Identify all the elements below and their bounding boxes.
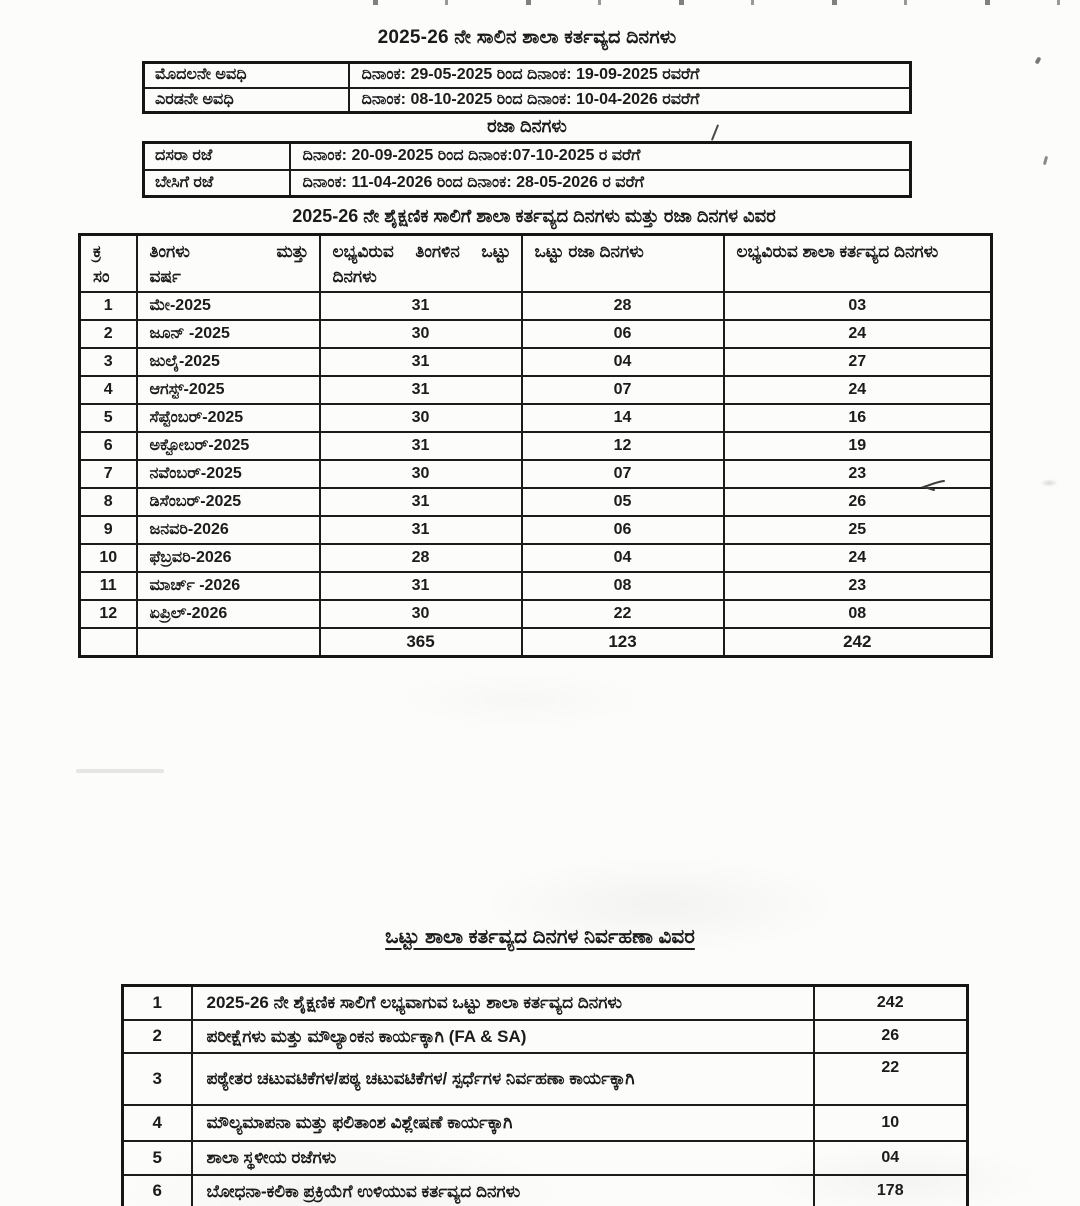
summary-value: 242	[814, 986, 968, 1020]
working-days: 08	[724, 600, 992, 628]
page-title: 2025-26 ನೇ ಸಾಲಿನ ಶಾಲಾ ಕರ್ತವ್ಯದ ದಿನಗಳು	[377, 27, 677, 48]
working-days: 23	[724, 460, 992, 488]
month-name: ಮೇ-2025	[137, 292, 320, 320]
header-month-year	[137, 235, 320, 292]
summary-description: 2025-26 ನೇ ಶೈಕ್ಷಣಿಕ ಸಾಲಿಗೆ ಲಭ್ಯವಾಗುವ ಒಟ್ಟು ಶಾಲಾ ಕರ್ತವ್ಯದ ದಿನಗಳು	[192, 986, 814, 1020]
months-table-title: 2025-26 ನೇ ಶೈಕ್ಷಣಿಕ ಸಾಲಿಗೆ ಶಾಲಾ ಕರ್ತವ್ಯದ ದಿನಗಳು ಮತ್ತು ರಜಾ ದಿನಗಳ ವಿವರ	[292, 206, 776, 226]
summary-value: 178	[814, 1175, 968, 1206]
month-name: ಆಗಸ್ಟ್-2025	[137, 376, 320, 404]
total-row-empty-cell	[137, 628, 320, 657]
table-row	[123, 986, 968, 1020]
table-row	[80, 348, 992, 376]
month-days: 30	[320, 320, 522, 348]
scan-artifact-pen-tick	[920, 478, 946, 494]
table-row	[80, 376, 992, 404]
header-month-word1: ತಿಂಗಳು	[149, 242, 190, 261]
sl-no: 11	[80, 572, 137, 600]
holiday-days: 07	[522, 376, 724, 404]
summary-sl-no: 4	[123, 1105, 192, 1141]
header-total-days: ಲಭ್ಯವಿರುವ ತಿಂಗಳಿನ ಒಟ್ಟು ದಿನಗಳು	[320, 235, 522, 292]
table-row	[144, 143, 911, 170]
holidays-heading: ರಜಾ ದಿನಗಳು	[487, 116, 567, 136]
summary-table	[121, 984, 969, 1206]
holiday-days: 14	[522, 404, 724, 432]
summary-description: ಮೌಲ್ಯಮಾಪನಾ ಮತ್ತು ಫಲಿತಾಂಶ ವಿಶ್ಲೇಷಣೆ ಕಾರ್ಯಕ್ಕಾಗಿ	[192, 1105, 814, 1141]
month-name: ನವೆಂಬರ್-2025	[137, 460, 320, 488]
summary-value: 10	[814, 1105, 968, 1141]
month-name: ಸೆಪ್ಟೆಂಬರ್-2025	[137, 404, 320, 432]
scan-artifact-dash	[76, 769, 164, 773]
holiday-2-label: ಬೇಸಿಗೆ ರಜೆ	[144, 170, 290, 197]
months-table-header-row	[80, 235, 992, 292]
table-row	[123, 1141, 968, 1175]
month-days: 30	[320, 460, 522, 488]
holiday-days: 12	[522, 432, 724, 460]
month-days: 31	[320, 572, 522, 600]
working-days: 24	[724, 320, 992, 348]
table-row	[80, 404, 992, 432]
scan-artifact-apostrophe	[1043, 156, 1048, 165]
working-days: 03	[724, 292, 992, 320]
month-days: 31	[320, 432, 522, 460]
header-sl-no	[80, 235, 137, 292]
summary-sl-no: 5	[123, 1141, 192, 1175]
summary-value: 04	[814, 1141, 968, 1175]
holiday-days: 28	[522, 292, 724, 320]
month-days: 28	[320, 544, 522, 572]
table-row	[80, 516, 992, 544]
holiday-days: 06	[522, 516, 724, 544]
holiday-days: 22	[522, 600, 724, 628]
sl-no: 1	[80, 292, 137, 320]
summary-sl-no: 3	[123, 1053, 192, 1105]
month-name: ಜೂನ್ -2025	[137, 320, 320, 348]
table-row	[80, 432, 992, 460]
table-row	[80, 544, 992, 572]
table-row	[80, 572, 992, 600]
month-name: ಏಪ್ರಿಲ್-2026	[137, 600, 320, 628]
summary-sl-no: 2	[123, 1020, 192, 1054]
summary-heading: ಒಟ್ಟು ಶಾಲಾ ಕರ್ತವ್ಯದ ದಿನಗಳ ನಿರ್ವಹಣಾ ವಿವರ	[385, 926, 695, 948]
holiday-days: 08	[522, 572, 724, 600]
total-working-days: 242	[724, 628, 992, 657]
month-days: 31	[320, 348, 522, 376]
sl-no: 8	[80, 488, 137, 516]
working-days: 16	[724, 404, 992, 432]
month-days: 30	[320, 600, 522, 628]
sl-no: 3	[80, 348, 137, 376]
month-days: 31	[320, 292, 522, 320]
scan-artifact-smudge	[1040, 479, 1058, 487]
header-sl-no-line2: ಸಂ	[93, 266, 110, 286]
summary-value: 22	[814, 1053, 968, 1105]
sl-no: 6	[80, 432, 137, 460]
sl-no: 7	[80, 460, 137, 488]
holiday-days: 04	[522, 544, 724, 572]
header-month-line2: ವರ್ಷ	[149, 266, 181, 286]
month-days: 30	[320, 404, 522, 432]
holiday-1-dates: ದಿನಾಂಕ: 20-09-2025 ರಿಂದ ದಿನಾಂಕ:07-10-2025 ರ ವರೆಗೆ	[290, 143, 911, 170]
summary-description: ಬೋಧನಾ-ಕಲಿಕಾ ಪ್ರಕ್ರಿಯೆಗೆ ಉಳಿಯುವ ಕರ್ತವ್ಯದ ದಿನಗಳು	[192, 1175, 814, 1206]
total-month-days: 365	[320, 628, 522, 657]
month-name: ಅಕ್ಟೋಬರ್-2025	[137, 432, 320, 460]
header-sl-no-line1: ಕ್ರ	[93, 242, 102, 261]
period-1-dates: ದಿನಾಂಕ: 29-05-2025 ರಿಂದ ದಿನಾಂಕ: 19-09-2025 ರವರೆಗೆ	[349, 63, 911, 88]
summary-value: 26	[814, 1020, 968, 1054]
working-days: 23	[724, 572, 992, 600]
working-days: 24	[724, 544, 992, 572]
table-row	[80, 292, 992, 320]
table-row	[80, 600, 992, 628]
working-days: 26	[724, 488, 992, 516]
working-days: 19	[724, 432, 992, 460]
holiday-days: 07	[522, 460, 724, 488]
month-name: ಮಾರ್ಚ್ -2026	[137, 572, 320, 600]
holidays-table	[142, 141, 912, 198]
summary-description: ಪಠ್ಯೇತರ ಚಟುವಟಿಕೆಗಳ/ಪಠ್ಯ ಚಟುವಟಿಕೆಗಳ/ ಸ್ಪರ್ಧೆಗಳ ನಿರ್ವಹಣಾ ಕಾರ್ಯಕ್ಕಾಗಿ	[192, 1053, 814, 1105]
sl-no: 9	[80, 516, 137, 544]
summary-sl-no: 1	[123, 986, 192, 1020]
working-days: 27	[724, 348, 992, 376]
holiday-days: 05	[522, 488, 724, 516]
total-row-empty-cell	[80, 628, 137, 657]
holiday-1-label: ದಸರಾ ರಜೆ	[144, 143, 290, 170]
summary-description: ಶಾಲಾ ಸ್ಥಳೀಯ ರಜೆಗಳು	[192, 1141, 814, 1175]
summary-sl-no: 6	[123, 1175, 192, 1206]
table-row	[80, 460, 992, 488]
working-days: 24	[724, 376, 992, 404]
months-table-total-row	[80, 628, 992, 657]
table-row	[123, 1175, 968, 1206]
month-name: ಜುಲೈ-2025	[137, 348, 320, 376]
table-row	[80, 488, 992, 516]
table-row	[144, 88, 911, 113]
table-row	[123, 1105, 968, 1141]
sl-no: 4	[80, 376, 137, 404]
header-total-holidays: ಒಟ್ಟು ರಜಾ ದಿನಗಳು	[522, 235, 724, 292]
holiday-2-dates: ದಿನಾಂಕ: 11-04-2026 ರಿಂದ ದಿನಾಂಕ: 28-05-2026 ರ ವರೆಗೆ	[290, 170, 911, 197]
header-working-days: ಲಭ್ಯವಿರುವ ಶಾಲಾ ಕರ್ತವ್ಯದ ದಿನಗಳು	[724, 235, 992, 292]
month-days: 31	[320, 376, 522, 404]
table-row	[123, 1020, 968, 1054]
table-row	[80, 320, 992, 348]
holiday-days: 04	[522, 348, 724, 376]
period-2-dates: ದಿನಾಂಕ: 08-10-2025 ರಿಂದ ದಿನಾಂಕ: 10-04-2026 ರವರೆಗೆ	[349, 88, 911, 113]
cut-off-text-fragment	[295, 0, 1080, 5]
period-1-label: ಮೊದಲನೇ ಅವಧಿ	[144, 63, 349, 88]
working-days: 25	[724, 516, 992, 544]
summary-description: ಪರೀಕ್ಷೆಗಳು ಮತ್ತು ಮೌಲ್ಯಾಂಕನ ಕಾರ್ಯಕ್ಕಾಗಿ (FA & SA)	[192, 1020, 814, 1054]
scan-artifact-dot	[1035, 56, 1042, 64]
period-2-label: ಎರಡನೇ ಅವಧಿ	[144, 88, 349, 113]
month-name: ಫೆಬ್ರವರಿ-2026	[137, 544, 320, 572]
table-row	[144, 63, 911, 88]
months-table	[78, 233, 993, 658]
sl-no: 10	[80, 544, 137, 572]
month-days: 31	[320, 488, 522, 516]
periods-table	[142, 61, 912, 114]
sl-no: 2	[80, 320, 137, 348]
month-days: 31	[320, 516, 522, 544]
header-month-word2: ಮತ್ತು	[276, 242, 309, 261]
holiday-days: 06	[522, 320, 724, 348]
month-name: ಜನವರಿ-2026	[137, 516, 320, 544]
table-row	[123, 1053, 968, 1105]
table-row	[144, 170, 911, 197]
sl-no: 5	[80, 404, 137, 432]
sl-no: 12	[80, 600, 137, 628]
total-holidays: 123	[522, 628, 724, 657]
month-name: ಡಿಸೆಂಬರ್-2025	[137, 488, 320, 516]
